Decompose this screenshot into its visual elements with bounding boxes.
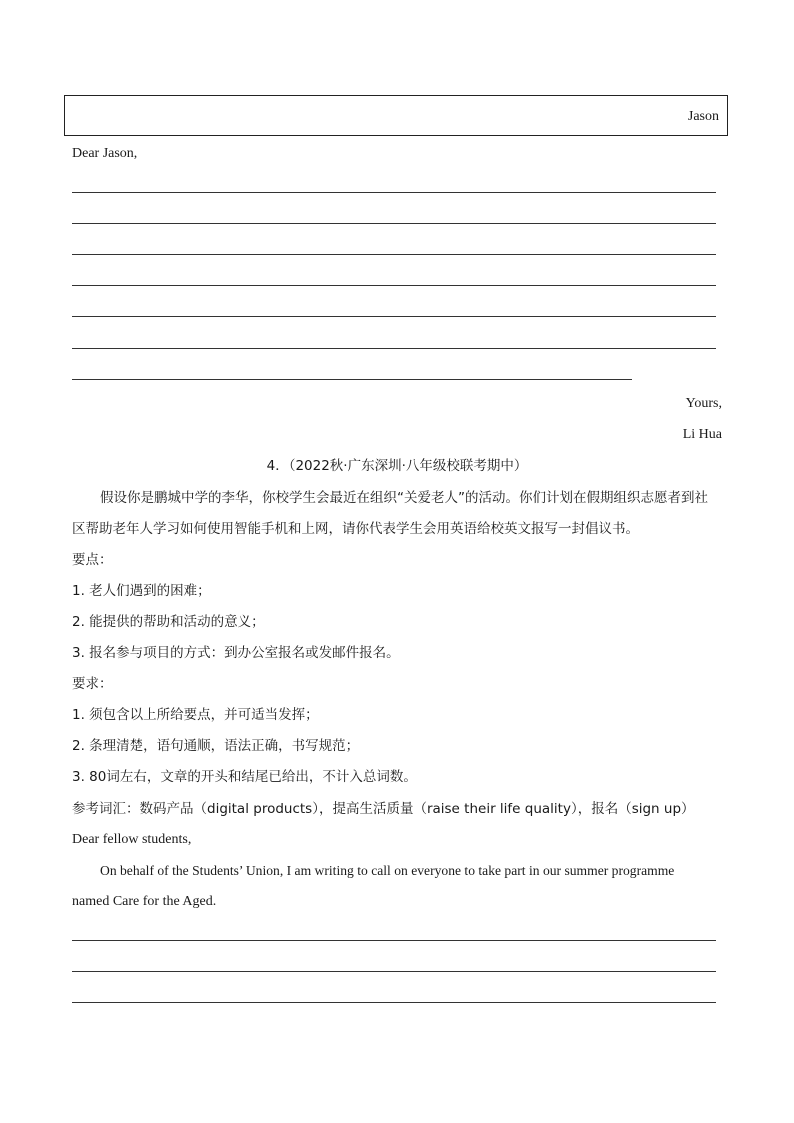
letter2-body-line-2: named Care for the Aged. <box>72 894 217 909</box>
requirement-item: 2. 条理清楚，语句通顺，语法正确，书写规范； <box>72 738 360 754</box>
reference-vocabulary: 参考词汇：数码产品（digital products），提高生活质量（raise their life quality），报名（sign up） <box>72 801 695 817</box>
requirement-item: 1. 须包含以上所给要点，并可适当发挥； <box>72 707 319 723</box>
writing-line[interactable] <box>72 285 716 286</box>
writing-line-short[interactable] <box>72 379 632 380</box>
prompt-line-1: 假设你是鹏城中学的李华，你校学生会最近在组织“关爱老人”的活动。你们计划在假期组织志愿者到社 <box>100 490 708 506</box>
point-item: 2. 能提供的帮助和活动的意义； <box>72 614 265 630</box>
letter2-body-line-1: On behalf of the Students’ Union, I am writing to call on everyone to take part in our summer programme <box>100 863 675 878</box>
requirements-title: 要求： <box>72 676 113 692</box>
header-box <box>64 95 728 136</box>
point-item: 1. 老人们遇到的困难； <box>72 583 211 599</box>
letter1-greeting: Dear Jason, <box>72 146 138 161</box>
writing-line[interactable] <box>72 316 716 317</box>
writing-line[interactable] <box>72 254 716 255</box>
writing-line[interactable] <box>72 940 716 941</box>
point-item: 3. 报名参与项目的方式：到办公室报名或发邮件报名。 <box>72 645 400 661</box>
letter2-greeting: Dear fellow students, <box>72 832 192 847</box>
writing-line[interactable] <box>72 971 716 972</box>
letter1-signature: Li Hua <box>682 427 722 442</box>
box-signature: Jason <box>687 109 719 124</box>
points-title: 要点： <box>72 552 113 568</box>
writing-line[interactable] <box>72 223 716 224</box>
question-header: 4．（2022秋·广东深圳·八年级校联考期中） <box>266 458 528 474</box>
writing-line[interactable] <box>72 192 716 193</box>
requirement-item: 3. 80词左右，文章的开头和结尾已给出，不计入总词数。 <box>72 769 417 785</box>
prompt-line-2: 区帮助老年人学习如何使用智能手机和上网，请你代表学生会用英语给校英文报写一封倡议书。 <box>72 521 639 537</box>
writing-line[interactable] <box>72 348 716 349</box>
letter1-closing: Yours, <box>685 396 722 411</box>
writing-line[interactable] <box>72 1002 716 1003</box>
